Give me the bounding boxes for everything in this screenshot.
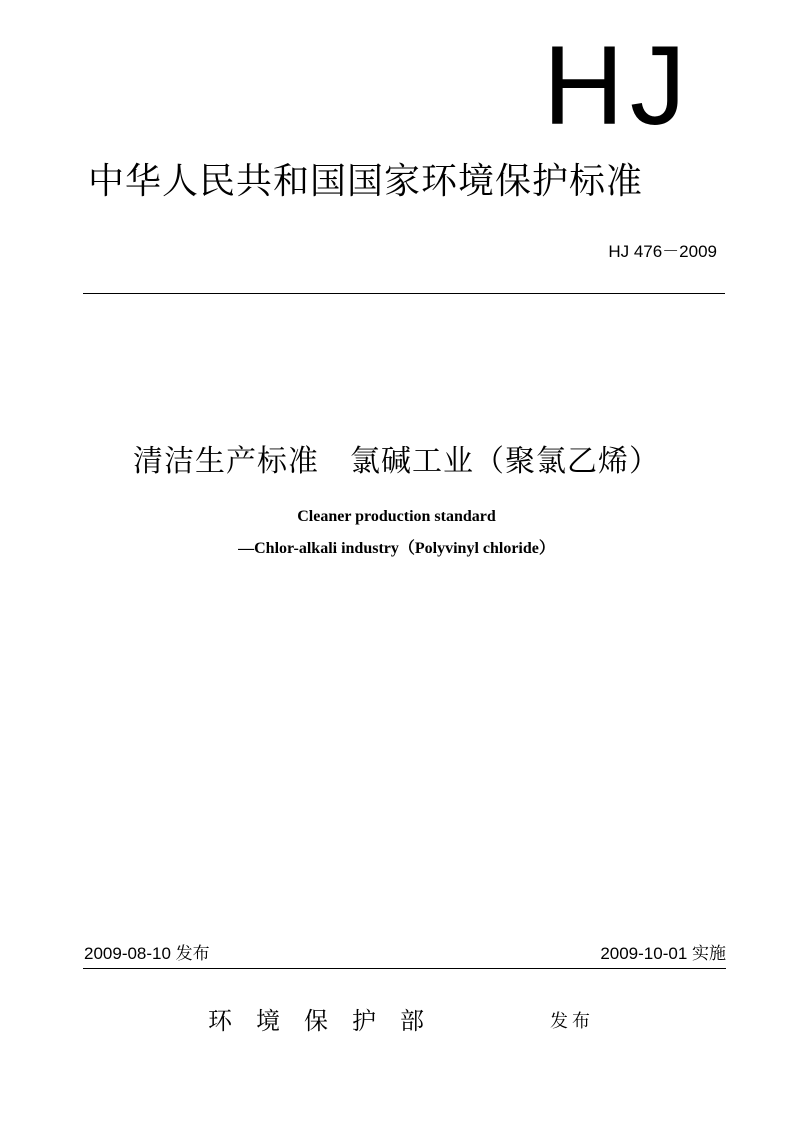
publish-label: 发布 [550,1011,594,1032]
issuing-authority-heading: 中华人民共和国国家环境保护标准 [88,161,644,202]
standard-number: HJ 476－2009 [608,242,717,261]
issue-date: 2009-08-10 发布 [84,944,210,963]
document-title-english-line1: Cleaner production standard [297,508,496,525]
document-title-chinese: 清洁生产标准 氯碱工业（聚氯乙烯） [133,444,660,479]
implementation-date: 2009-10-01 实施 [600,944,726,963]
document-title-english-line2: —Chlor-alkali industry（Polyvinyl chloride） [238,540,555,557]
publisher-name: 环境保护部 [208,1007,448,1035]
footer-divider [83,968,726,969]
series-code-logo: HJ [543,23,692,148]
header-divider [83,293,725,294]
